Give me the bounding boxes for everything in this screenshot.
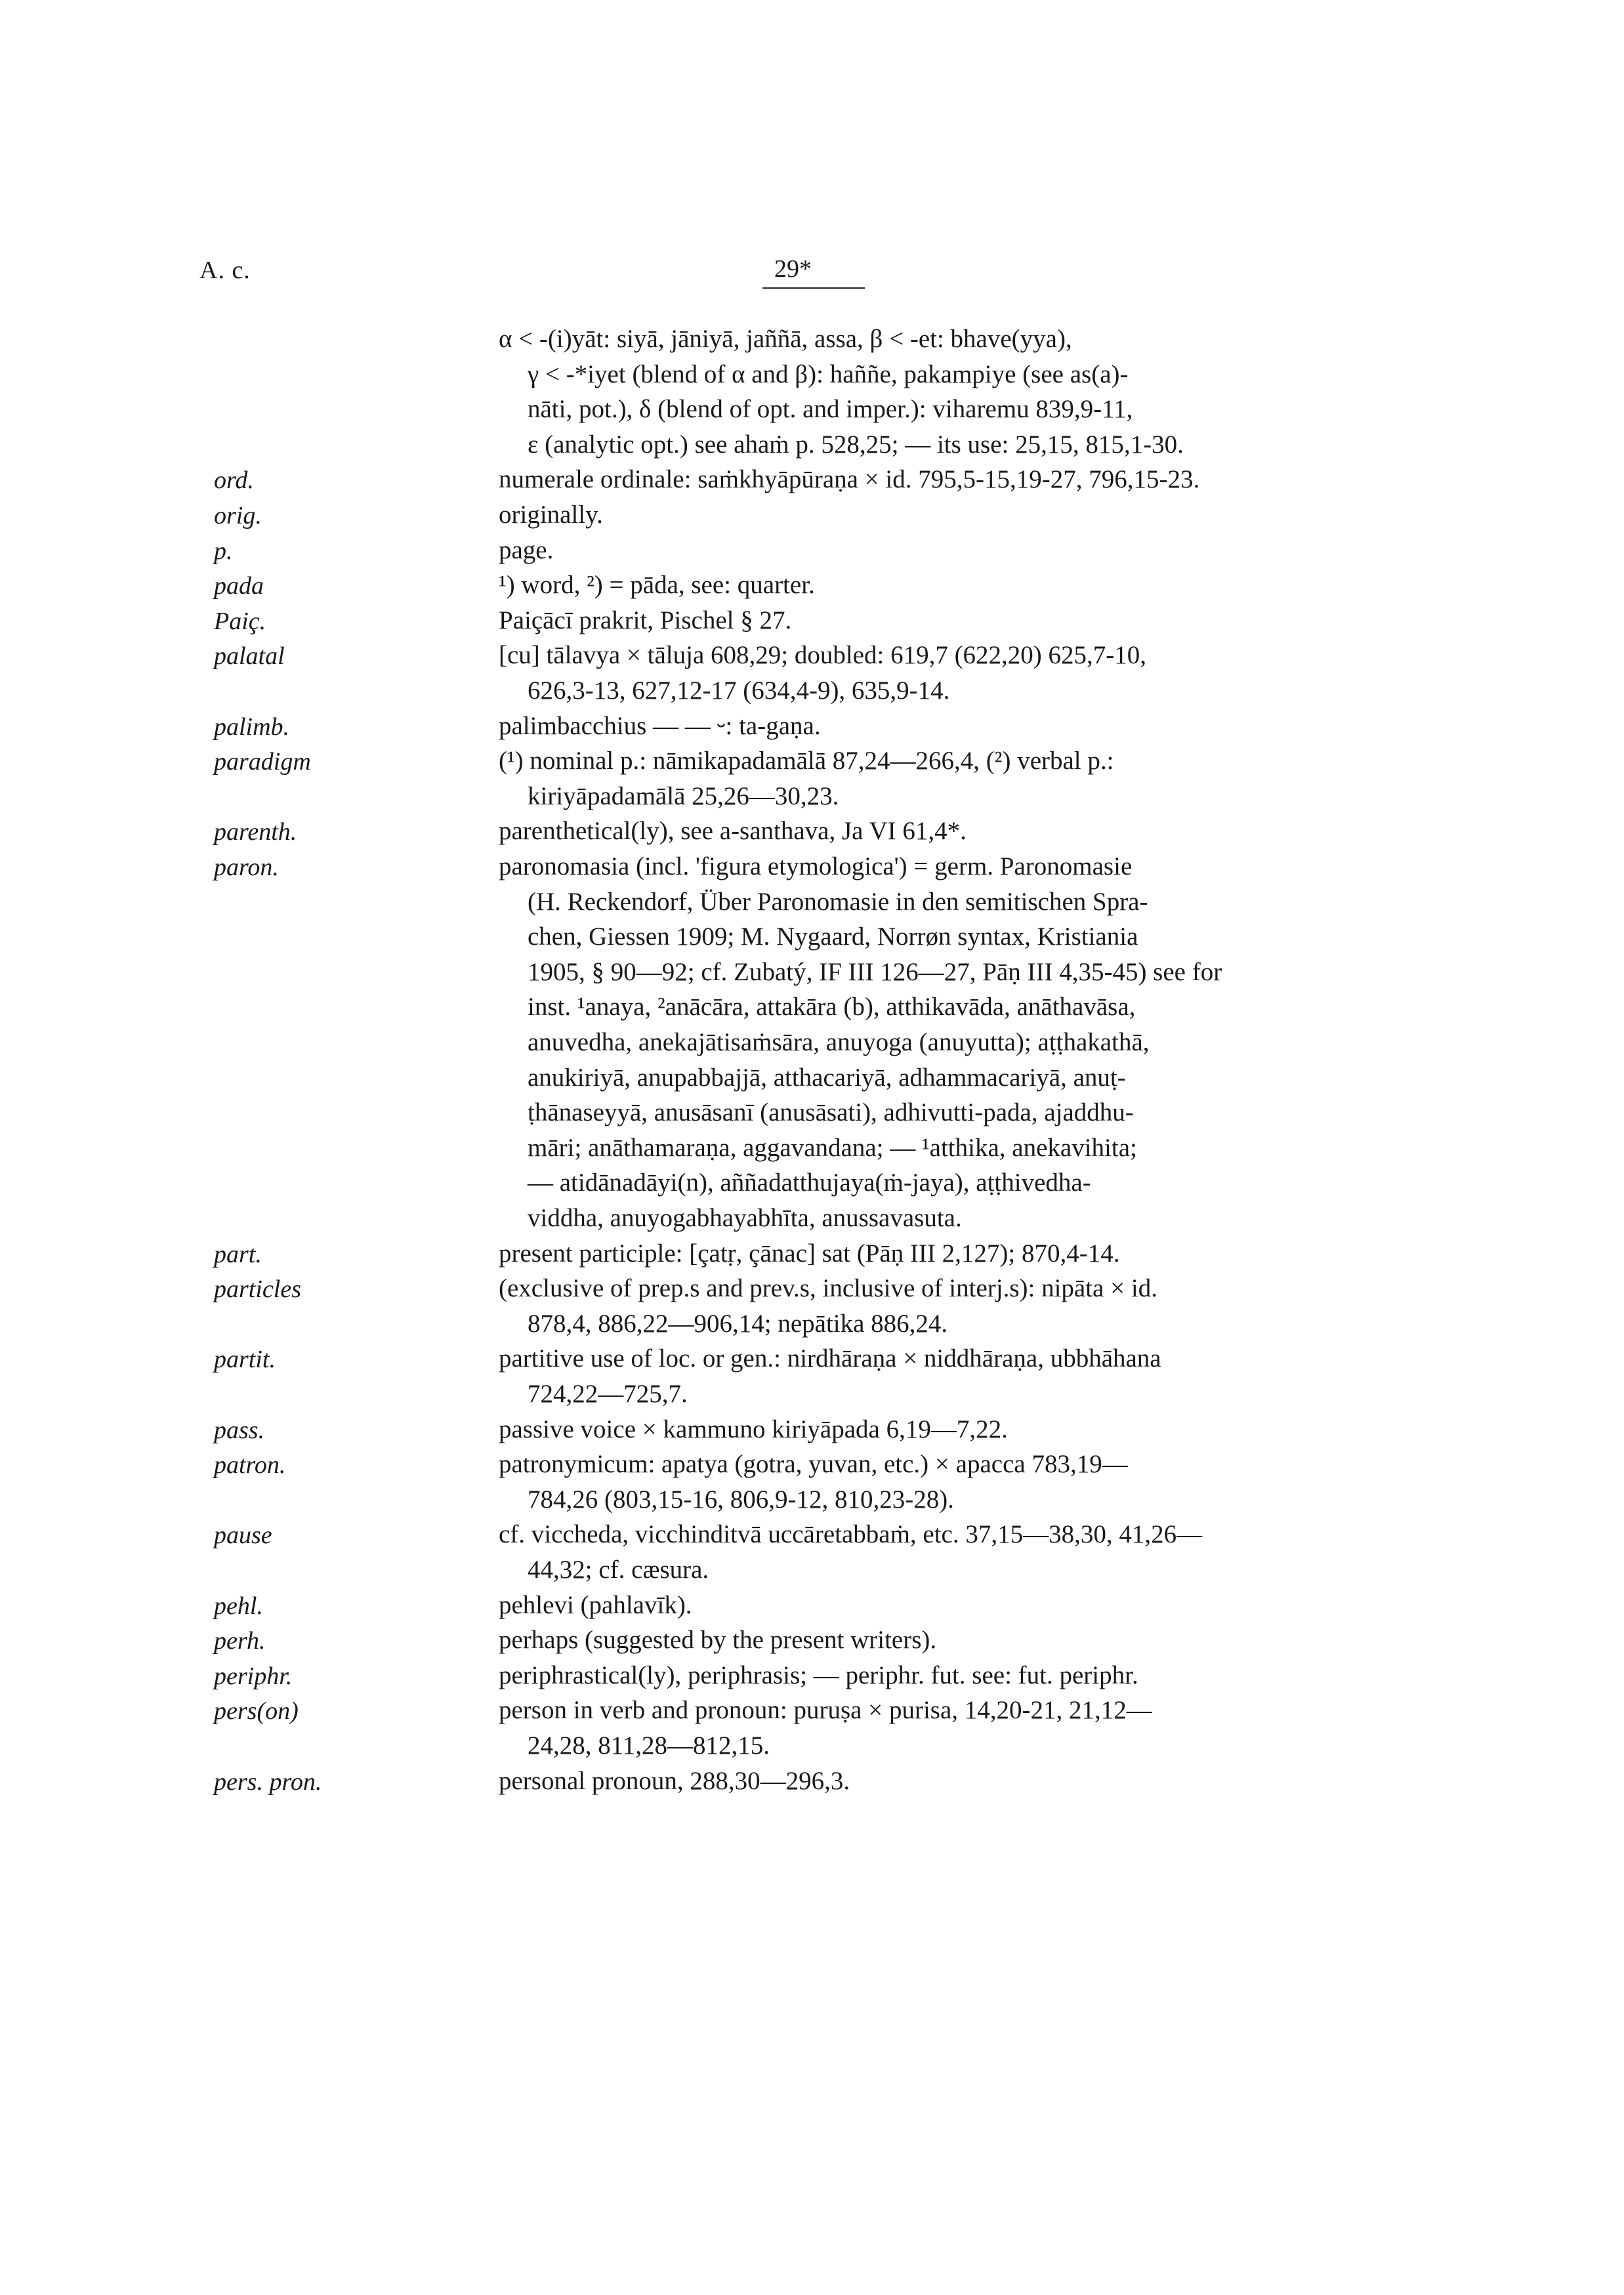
definition-line: ṭhānaseyyā, anusāsanī (anusāsati), adhivutti-pada, ajaddhu- bbox=[528, 1098, 1134, 1127]
definition-line: 1905, § 90—92; cf. Zubatý, IF III 126—27, Pāṇ III 4,35-45) see for bbox=[528, 957, 1222, 986]
entry-definition bbox=[499, 814, 1365, 849]
definition-line: cf. viccheda, vicchinditvā uccāretabbaṁ, etc. 37,15—38,30, 41,26— bbox=[499, 1520, 1203, 1549]
entry-definition bbox=[499, 638, 1365, 708]
entry-definition bbox=[499, 849, 1365, 1236]
definition-line: pehlevi (pahlavīk). bbox=[499, 1590, 692, 1619]
definition-line: 24,28, 811,28—812,15. bbox=[528, 1731, 770, 1760]
definition-line: chen, Giessen 1909; M. Nygaard, Norrøn syntax, Kristiania bbox=[528, 922, 1138, 951]
definition-line: 878,4, 886,22—906,14; nepātika 886,24. bbox=[528, 1309, 948, 1338]
definition-line: patronymicum: apatya (gotra, yuvan, etc.) × apacca 783,19— bbox=[499, 1450, 1128, 1479]
entry-definition bbox=[499, 1517, 1365, 1587]
definition-line: γ < -*iyet (blend of α and β): haññe, pakampiye (see as(a)- bbox=[528, 360, 1129, 388]
entry-abbreviation: pehl. bbox=[214, 1592, 263, 1620]
entry-abbreviation: part. bbox=[214, 1240, 262, 1268]
entry-definition bbox=[499, 709, 1365, 744]
definition-line: māri; anāthamaraṇa, aggavandana; — ¹atthika, anekavihita; bbox=[528, 1133, 1137, 1162]
entry-abbreviation: perh. bbox=[214, 1627, 266, 1655]
entry-definition bbox=[499, 1236, 1365, 1272]
definition-line: α < -(i)yāt: siyā, jāniyā, jaññā, assa, β < -et: bhave(yya), bbox=[499, 325, 1072, 353]
definition-line: parenthetical(ly), see a-santhava, Ja VI 61,4*. bbox=[499, 817, 967, 846]
entry-definition bbox=[499, 1447, 1365, 1517]
entry-definition bbox=[499, 1412, 1365, 1447]
entry-abbreviation: parenth. bbox=[214, 818, 297, 846]
entry-definition bbox=[499, 1341, 1365, 1411]
entry-abbreviation: pers. pron. bbox=[214, 1768, 322, 1796]
entry-abbreviation: paron. bbox=[214, 854, 279, 881]
entry-definition bbox=[499, 1271, 1365, 1341]
definition-line: person in verb and pronoun: puruṣa × purisa, 14,20-21, 21,12— bbox=[499, 1696, 1152, 1725]
definition-line: palimbacchius — — ⏑: ta-gaṇa. bbox=[499, 711, 821, 740]
entry-abbreviation: p. bbox=[214, 537, 233, 565]
definition-line: ε (analytic opt.) see ahaṁ p. 528,25; — its use: 25,15, 815,1-30. bbox=[528, 430, 1184, 459]
page-number: 29* bbox=[774, 255, 812, 283]
definition-line: 724,22—725,7. bbox=[528, 1379, 688, 1408]
entry-abbreviation: paradigm bbox=[214, 748, 311, 776]
entry-definition bbox=[499, 568, 1365, 603]
entry-abbreviation: patron. bbox=[214, 1451, 286, 1479]
entry-definition bbox=[499, 603, 1365, 638]
definition-line: anuvedha, anekajātisaṁsāra, anuyoga (anuyutta); aṭṭhakathā, bbox=[528, 1027, 1150, 1056]
section-header: A. c. bbox=[199, 257, 251, 284]
definition-line: viddha, anuyogabhayabhīta, anussavasuta. bbox=[528, 1203, 962, 1232]
entry-definition bbox=[499, 1658, 1365, 1693]
definition-line: nāti, pot.), δ (blend of opt. and imper.): viharemu 839,9-11, bbox=[528, 395, 1133, 424]
definition-line: paronomasia (incl. 'figura etymologica') = germ. Paronomasie bbox=[499, 852, 1133, 880]
entry-abbreviation: pass. bbox=[214, 1416, 265, 1444]
definition-line: (exclusive of prep.s and prev.s, inclusive of interj.s): nipāta × id. bbox=[499, 1274, 1157, 1303]
definition-line: (¹) nominal p.: nāmikapadamālā 87,24—266,4, (²) verbal p.: bbox=[499, 747, 1114, 775]
definition-line: [cu] tālavya × tāluja 608,29; doubled: 619,7 (622,20) 625,7-10, bbox=[499, 641, 1147, 670]
definition-line: periphrastical(ly), periphrasis; — periphr. fut. see: fut. periphr. bbox=[499, 1661, 1138, 1689]
definition-line: 626,3-13, 627,12-17 (634,4-9), 635,9-14. bbox=[528, 676, 950, 705]
entry-abbreviation: palatal bbox=[214, 642, 285, 671]
definition-line: personal pronoun, 288,30—296,3. bbox=[499, 1766, 850, 1795]
entry-definition bbox=[499, 497, 1365, 533]
entry-definition bbox=[499, 1693, 1365, 1763]
definition-line: ¹) word, ²) = pāda, see: quarter. bbox=[499, 571, 815, 600]
header-rule bbox=[762, 287, 865, 289]
definition-line: perhaps (suggested by the present writers). bbox=[499, 1626, 937, 1655]
definition-line: Paiçācī prakrit, Pischel § 27. bbox=[499, 606, 792, 634]
entry-abbreviation: pers(on) bbox=[214, 1697, 299, 1726]
definition-line: originally. bbox=[499, 501, 603, 529]
entry-abbreviation: palimb. bbox=[214, 713, 290, 741]
entry-abbreviation: particles bbox=[214, 1275, 301, 1304]
definition-line: (H. Reckendorf, Über Paronomasie in den semitischen Spra- bbox=[528, 887, 1148, 916]
entry-definition bbox=[499, 1588, 1365, 1623]
definition-line: anukiriyā, anupabbajjā, atthacariyā, adhammacariyā, anuṭ- bbox=[528, 1063, 1126, 1092]
definition-line: — atidānadāyi(n), aññadatthujaya(ṁ-jaya), aṭṭhivedha- bbox=[528, 1168, 1091, 1197]
definition-line: present participle: [çatṛ, çānac] sat (Pāṇ III 2,127); 870,4-14. bbox=[499, 1239, 1120, 1268]
entry-definition bbox=[499, 743, 1365, 814]
entry-abbreviation: ord. bbox=[214, 466, 254, 495]
entry-definition bbox=[499, 1764, 1365, 1799]
entry-abbreviation: orig. bbox=[214, 502, 262, 529]
definition-line: numerale ordinale: saṁkhyāpūraṇa × id. 795,5-15,19-27, 796,15-23. bbox=[499, 465, 1200, 494]
definition-line: page. bbox=[499, 535, 554, 564]
definition-line: inst. ¹anaya, ²anācāra, attakāra (b), atthikavāda, anāthavāsa, bbox=[528, 993, 1136, 1022]
entry-definition bbox=[499, 462, 1365, 497]
definition-line: partitive use of loc. or gen.: nirdhāraṇa × niddhāraṇa, ubbhāhana bbox=[499, 1344, 1161, 1373]
entry-definition bbox=[499, 321, 1365, 462]
entry-abbreviation: pause bbox=[214, 1521, 272, 1550]
definition-line: 44,32; cf. cæsura. bbox=[528, 1555, 709, 1584]
entry-definition bbox=[499, 533, 1365, 568]
entry-definition bbox=[499, 1623, 1365, 1658]
definition-line: kiriyāpadamālā 25,26—30,23. bbox=[528, 781, 839, 810]
entry-abbreviation: partit. bbox=[214, 1346, 276, 1374]
definition-line: passive voice × kammuno kiriyāpada 6,19—7,22. bbox=[499, 1415, 1008, 1443]
entry-abbreviation: pada bbox=[214, 572, 264, 600]
entry-abbreviation: periphr. bbox=[214, 1662, 293, 1690]
entry-abbreviation: Paiç. bbox=[214, 607, 266, 635]
definition-line: 784,26 (803,15-16, 806,9-12, 810,23-28). bbox=[528, 1485, 954, 1514]
